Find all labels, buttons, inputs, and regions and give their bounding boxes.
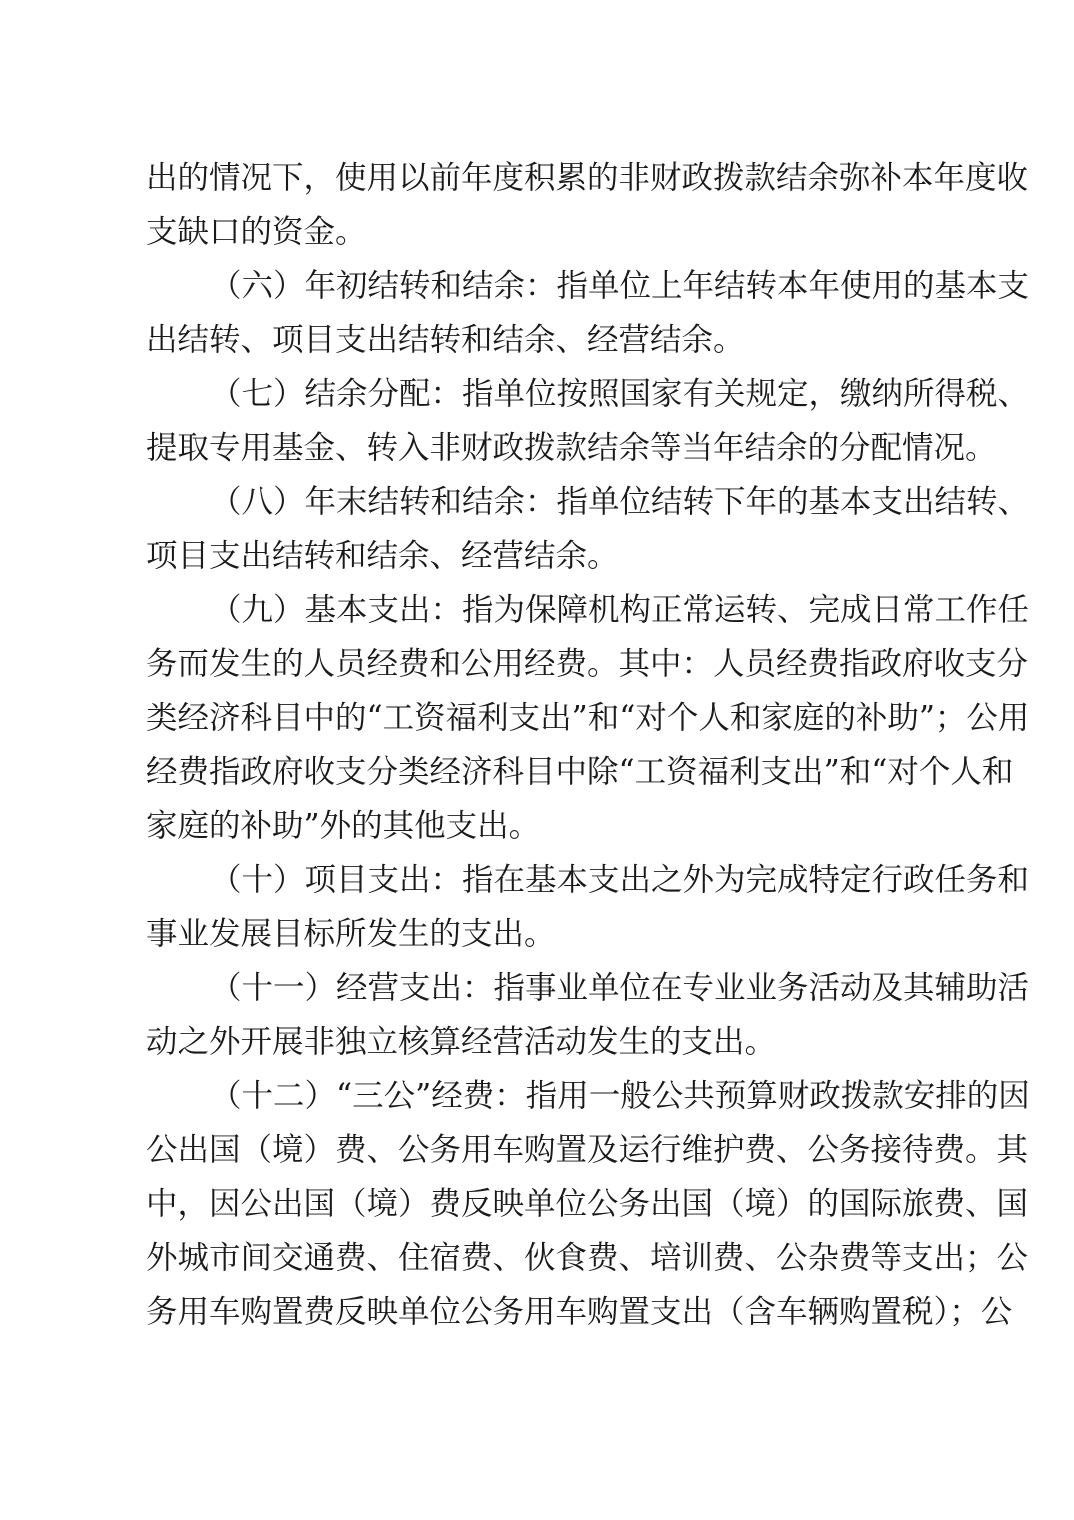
text-line: 项目支出结转和结余、经营结余。: [146, 538, 619, 574]
text-line: 出结转、项目支出结转和结余、经营结余。: [146, 322, 745, 358]
text-line: 提取专用基金、转入非财政拨款结余等当年结余的分配情况。: [146, 430, 997, 466]
paragraph-start-line: （六）年初结转和结余：指单位上年结转本年使用的基本支: [210, 268, 1030, 304]
text-line: 出的情况下，使用以前年度积累的非财政拨款结余弥补本年度收: [146, 160, 1029, 196]
text-line: 动之外开展非独立核算经营活动发生的支出。: [146, 1024, 777, 1060]
paragraph-start-line: （八）年末结转和结余：指单位结转下年的基本支出结转、: [210, 484, 1030, 520]
paragraph-start-line: （七）结余分配：指单位按照国家有关规定，缴纳所得税、: [210, 376, 1030, 412]
text-line: 务而发生的人员经费和公用经费。其中：人员经费指政府收支分: [146, 646, 1029, 682]
paragraph-start-line: （十）项目支出：指在基本支出之外为完成特定行政任务和: [210, 862, 1030, 898]
text-line: 经费指政府收支分类经济科目中除“工资福利支出”和“对个人和: [146, 754, 1014, 790]
text-line: 支缺口的资金。: [146, 214, 367, 250]
paragraph-start-line: （十一）经营支出：指事业单位在专业业务活动及其辅助活: [210, 970, 1030, 1006]
text-line: 事业发展目标所发生的支出。: [146, 916, 556, 952]
text-line: 类经济科目中的“工资福利支出”和“对个人和家庭的补助”；公用: [146, 700, 1030, 736]
text-line: 家庭的补助”外的其他支出。: [146, 808, 541, 844]
text-line: 中，因公出国（境）费反映单位公务出国（境）的国际旅费、国: [146, 1186, 1029, 1222]
text-line: 公出国（境）费、公务用车购置及运行维护费、公务接待费。其: [146, 1132, 1029, 1168]
text-line: 外城市间交通费、住宿费、伙食费、培训费、公杂费等支出；公: [146, 1240, 1029, 1276]
paragraph-start-line: （九）基本支出：指为保障机构正常运转、完成日常工作任: [210, 592, 1030, 628]
text-line: 务用车购置费反映单位公务用车购置支出（含车辆购置税）；公: [146, 1294, 1013, 1330]
paragraph-start-line: （十二）“三公”经费：指用一般公共预算财政拨款安排的因: [210, 1078, 1030, 1114]
